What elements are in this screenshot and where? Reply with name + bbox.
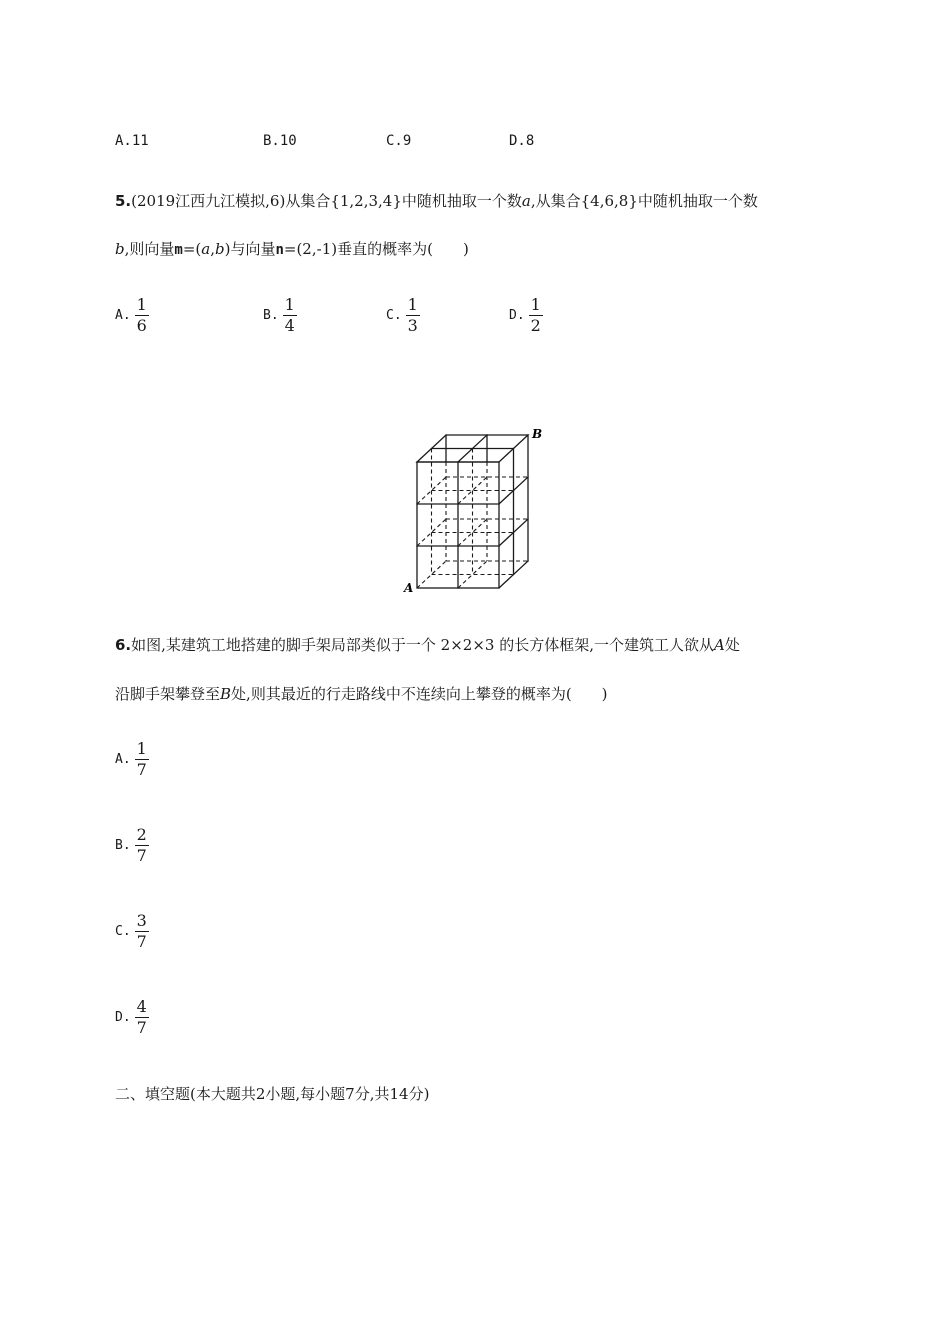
hidden-edges: [417, 449, 528, 589]
question-number: 5.: [115, 192, 132, 210]
option-label: D.: [115, 1010, 131, 1025]
numerator: 3: [136, 911, 147, 930]
q5-option-a: [115, 296, 149, 335]
variable-a: a: [521, 192, 531, 210]
stem-text: 处,则其最近的行走路线中不连续向上攀登的概率为( ): [231, 685, 608, 703]
fraction: [135, 912, 149, 951]
question-number: 6.: [115, 636, 132, 654]
option-label: A.: [115, 133, 132, 149]
stem-text: =(: [182, 240, 202, 258]
stem-text: )与向量: [224, 240, 276, 258]
stem-text: (2019江西九江模拟,6)从集合{1,2,3,4}中随机抽取一个数: [131, 192, 522, 210]
option-label: D.: [509, 133, 526, 149]
option-value: 10: [279, 133, 297, 149]
option-label: D.: [509, 308, 525, 323]
q5-option-d: [509, 296, 543, 335]
q5-option-b: [263, 296, 297, 335]
fraction: [406, 296, 420, 335]
q5-stem-line1: [115, 190, 758, 211]
fraction: [529, 296, 543, 335]
q6-option-a: [115, 740, 149, 779]
denominator: 6: [136, 316, 147, 335]
stem-text: 沿脚手架攀登至: [115, 685, 221, 703]
denominator: 7: [136, 932, 147, 951]
numerator: 1: [530, 295, 541, 314]
fraction: [135, 740, 149, 779]
variable-b: b: [115, 240, 125, 258]
point-a-label: A: [404, 581, 414, 595]
variable-b: b: [214, 240, 225, 258]
option-label: C.: [386, 133, 403, 149]
fraction: [135, 998, 149, 1037]
option-label: B.: [115, 838, 131, 853]
denominator: 7: [136, 1018, 147, 1037]
stem-text: ,则向量: [124, 240, 175, 258]
scaffold-figure: [400, 425, 560, 595]
denominator: 7: [136, 760, 147, 779]
denominator: 4: [284, 316, 295, 335]
stem-text: ,: [210, 240, 215, 258]
q6-stem-line1: [115, 634, 740, 655]
point-b-label: B: [532, 427, 543, 441]
variable-a: a: [201, 240, 211, 258]
fraction: [135, 826, 149, 865]
numerator: 1: [136, 739, 147, 758]
stem-text: 如图,某建筑工地搭建的脚手架局部类似于一个 2×2×3 的长方体框架,一个建筑工人欲从: [131, 636, 714, 654]
variable-a: A: [713, 636, 725, 654]
q6-stem-line2: [115, 683, 608, 704]
numerator: 1: [136, 295, 147, 314]
numerator: 1: [284, 295, 295, 314]
numerator: 2: [136, 825, 147, 844]
numerator: 1: [407, 295, 418, 314]
stem-text: =(2,-1)垂直的概率为( ): [283, 240, 469, 258]
q4-option-c: [386, 133, 411, 149]
q6-option-c: [115, 912, 149, 951]
option-label: B.: [263, 308, 279, 323]
variable-b: B: [220, 685, 232, 703]
denominator: 7: [136, 846, 147, 865]
option-label: C.: [386, 308, 402, 323]
q4-option-d: [509, 133, 534, 149]
denominator: 3: [407, 316, 418, 335]
option-label: A.: [115, 752, 131, 767]
q5-stem-line2: [115, 238, 469, 259]
q6-option-d: [115, 998, 149, 1037]
vector-n: n: [275, 242, 284, 258]
option-value: 9: [402, 133, 412, 149]
vector-m: m: [174, 242, 183, 258]
stem-text: ,从集合{4,6,8}中随机抽取一个数: [530, 192, 758, 210]
q5-option-c: [386, 296, 420, 335]
option-label: B.: [263, 133, 280, 149]
denominator: 2: [530, 316, 541, 335]
option-value: 11: [131, 133, 149, 149]
option-label: A.: [115, 308, 131, 323]
q6-option-b: [115, 826, 149, 865]
fraction: [283, 296, 297, 335]
fraction: [135, 296, 149, 335]
q4-option-b: [263, 133, 297, 149]
option-label: C.: [115, 924, 131, 939]
option-value: 8: [525, 133, 535, 149]
stem-text: 处: [724, 636, 740, 654]
q4-option-a: [115, 133, 149, 149]
numerator: 4: [136, 997, 147, 1016]
section-heading: 二、填空题(本大题共2小题,每小题7分,共14分): [115, 1085, 430, 1103]
